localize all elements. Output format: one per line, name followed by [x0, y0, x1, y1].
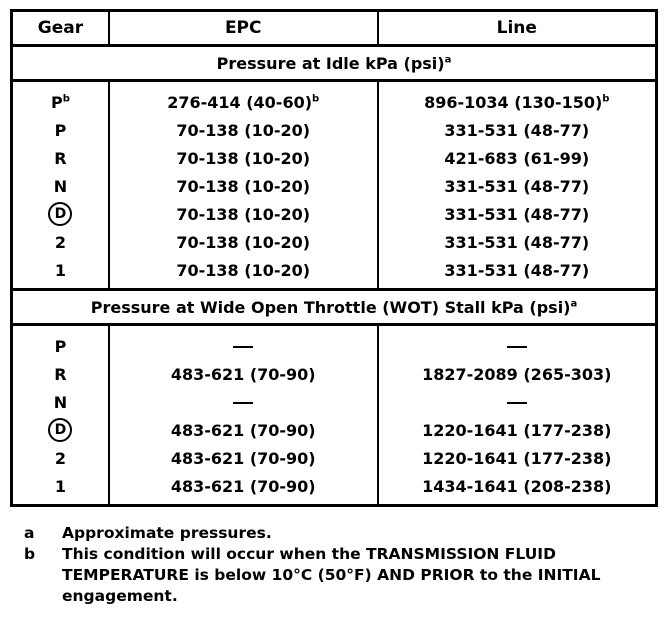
table-row — [12, 256, 657, 290]
line-cell — [378, 256, 657, 290]
epc-cell — [109, 200, 378, 228]
table-row — [12, 416, 657, 444]
table-row — [12, 472, 657, 506]
dash-icon — [233, 346, 253, 348]
section-title-row — [12, 46, 657, 81]
footnote-b — [24, 544, 644, 607]
footnote-mark: b — [602, 93, 610, 105]
epc-cell — [109, 325, 378, 361]
footnote-mark: b — [312, 93, 320, 105]
epc-value: 70-138 (10-20) — [176, 176, 311, 196]
table-row — [12, 172, 657, 200]
epc-value: 70-138 (10-20) — [176, 260, 311, 280]
epc-value: 483-621 (70-90) — [170, 476, 316, 496]
line-cell — [378, 116, 657, 144]
line-value: 331-531 (48-77) — [444, 232, 590, 252]
epc-cell — [109, 172, 378, 200]
footnote-text: This condition will occur when the TRANSMISSION FLUID TEMPERATURE is below 10°C (50°F) AND PRIOR to the INITIAL engagement. — [62, 545, 601, 605]
gear-label: R — [54, 364, 67, 384]
table-row — [12, 444, 657, 472]
gear-label: N — [53, 176, 68, 196]
epc-cell — [109, 360, 378, 388]
line-cell — [378, 172, 657, 200]
header-epc: EPC — [109, 11, 378, 46]
gear-label: N — [53, 392, 68, 412]
gear-cell — [12, 325, 109, 361]
epc-cell — [109, 116, 378, 144]
overdrive-circle-icon: D — [48, 418, 72, 442]
gear-cell — [12, 172, 109, 200]
epc-cell — [109, 444, 378, 472]
line-value: 896-1034 (130-150) — [424, 92, 603, 112]
section-title-row — [12, 290, 657, 325]
line-cell — [378, 472, 657, 506]
epc-cell — [109, 144, 378, 172]
table-row — [12, 325, 657, 361]
gear-label: 2 — [54, 232, 67, 252]
epc-cell — [109, 256, 378, 290]
epc-value: 483-621 (70-90) — [170, 448, 316, 468]
line-cell — [378, 144, 657, 172]
footnote-a — [24, 523, 644, 544]
dash-icon — [507, 402, 527, 404]
gear-label: 1 — [54, 260, 67, 280]
gear-cell — [12, 116, 109, 144]
epc-value: 70-138 (10-20) — [176, 232, 311, 252]
table-row — [12, 228, 657, 256]
table-row — [12, 116, 657, 144]
table-row — [12, 81, 657, 117]
table-row — [12, 360, 657, 388]
header-line: Line — [378, 11, 657, 46]
dash-icon — [233, 402, 253, 404]
gear-cell — [12, 416, 109, 444]
line-cell — [378, 388, 657, 416]
table-body — [12, 46, 657, 506]
line-cell — [378, 416, 657, 444]
table-row — [12, 144, 657, 172]
gear-label: 2 — [54, 448, 67, 468]
footnote-text: Approximate pressures. — [62, 524, 272, 542]
footnotes — [24, 523, 644, 607]
epc-cell — [109, 472, 378, 506]
line-value: 331-531 (48-77) — [444, 204, 590, 224]
dash-icon — [507, 346, 527, 348]
section-title-text: Pressure at Wide Open Throttle (WOT) Stall kPa (psi) — [90, 297, 571, 317]
gear-cell — [12, 256, 109, 290]
gear-cell — [12, 228, 109, 256]
line-value: 1434-1641 (208-238) — [422, 476, 612, 496]
epc-value: 483-621 (70-90) — [170, 420, 316, 440]
footnote-mark: a — [570, 298, 578, 310]
epc-cell — [109, 228, 378, 256]
epc-cell — [109, 81, 378, 117]
gear-cell — [12, 388, 109, 416]
footnote-mark: a — [444, 54, 452, 66]
gear-cell — [12, 200, 109, 228]
line-value: 1220-1641 (177-238) — [422, 420, 612, 440]
gear-label: P — [54, 120, 67, 140]
header-gear: Gear — [12, 11, 109, 46]
gear-cell — [12, 144, 109, 172]
epc-value: 483-621 (70-90) — [170, 364, 316, 384]
gear-label: P — [54, 336, 67, 356]
epc-cell — [109, 388, 378, 416]
line-value: 331-531 (48-77) — [444, 260, 590, 280]
epc-value: 276-414 (40-60) — [167, 92, 313, 112]
table-row — [12, 200, 657, 228]
table-row — [12, 388, 657, 416]
pressure-table — [10, 9, 658, 507]
line-value: 331-531 (48-77) — [444, 176, 590, 196]
section-title — [12, 290, 657, 325]
section-title — [12, 46, 657, 81]
gear-label: 1 — [54, 476, 67, 496]
epc-value: 70-138 (10-20) — [176, 120, 311, 140]
line-cell — [378, 200, 657, 228]
section-title-text: Pressure at Idle kPa (psi) — [216, 53, 445, 73]
line-value: 1827-2089 (265-303) — [422, 364, 612, 384]
epc-value: 70-138 (10-20) — [176, 148, 311, 168]
epc-value: 70-138 (10-20) — [176, 204, 311, 224]
gear-cell — [12, 444, 109, 472]
line-value: 421-683 (61-99) — [444, 148, 590, 168]
overdrive-circle-icon: D — [48, 202, 72, 226]
gear-cell — [12, 360, 109, 388]
line-value: 1220-1641 (177-238) — [422, 448, 612, 468]
line-cell — [378, 360, 657, 388]
line-value: 331-531 (48-77) — [444, 120, 590, 140]
gear-cell — [12, 81, 109, 117]
line-cell — [378, 325, 657, 361]
footnote-letter: a — [24, 524, 35, 542]
footnote-mark: b — [62, 93, 70, 105]
header-row — [12, 11, 657, 46]
gear-label: R — [54, 148, 67, 168]
epc-cell — [109, 416, 378, 444]
line-cell — [378, 81, 657, 117]
gear-cell — [12, 472, 109, 506]
line-cell — [378, 228, 657, 256]
line-cell — [378, 444, 657, 472]
footnote-letter: b — [24, 545, 36, 563]
gear-label: P — [51, 92, 63, 112]
